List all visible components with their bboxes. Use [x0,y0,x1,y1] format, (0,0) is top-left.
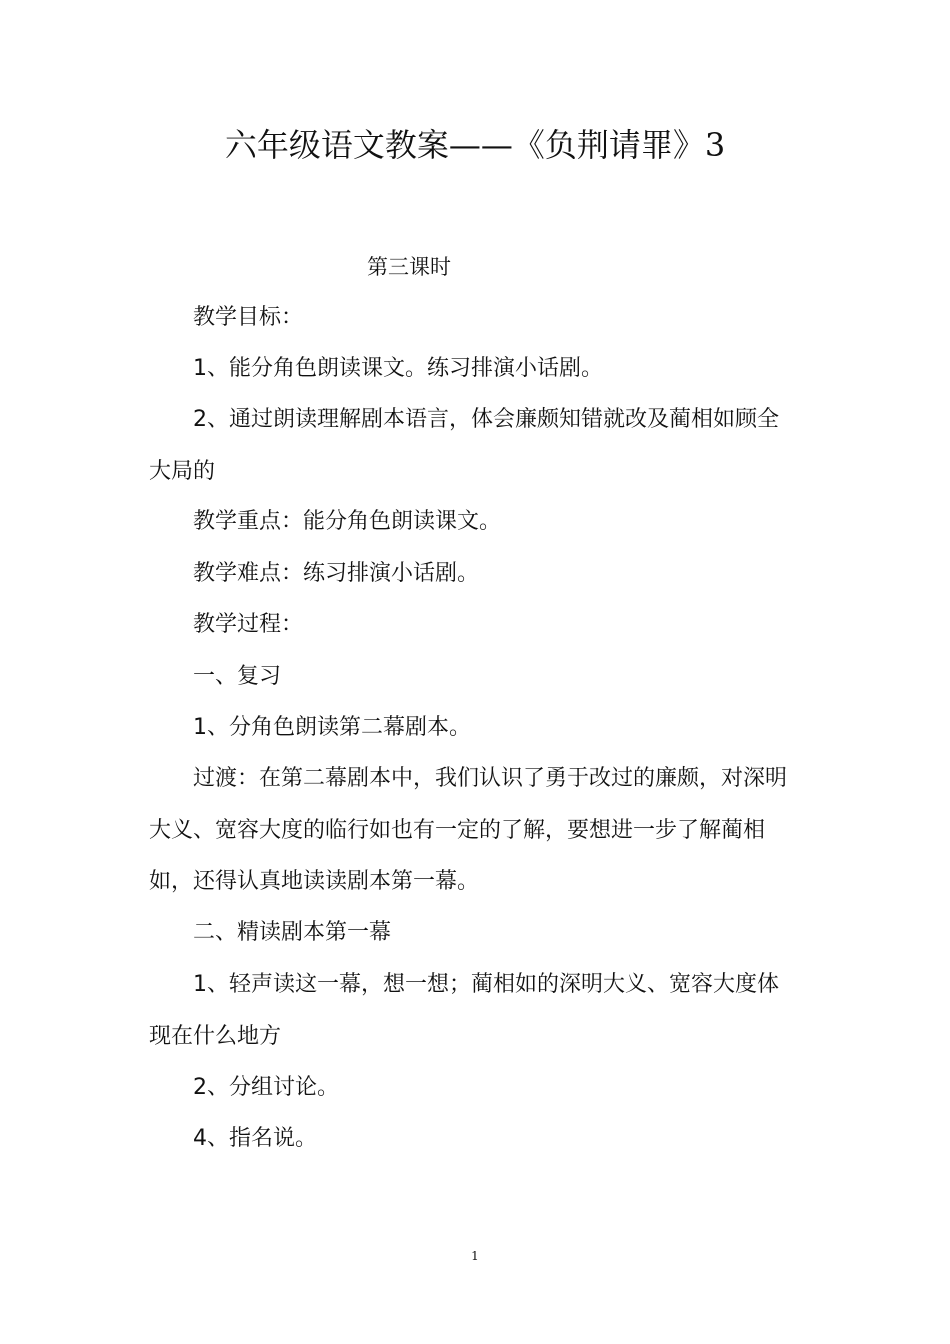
document-title: 六年级语文教案——《负荆请罪》3 [224,126,726,164]
page-number: 1 [471,1249,479,1263]
paragraph-section-review [149,651,849,703]
text-line: 一、复习 [193,664,282,689]
text-line: 1、轻声读这一幕，想一想；蔺相如的深明大义、宽容大度体 [193,972,779,997]
paragraph-objective-2 [149,394,849,497]
text-line: 大局的 [149,458,216,484]
text-line: 教学过程： [193,612,304,637]
lesson-period-heading: 第三课时 [367,255,451,279]
text-line: 教学目标： [193,305,304,330]
paragraph-reading-step-4 [149,1113,849,1165]
text-line: 现在什么地方 [149,1023,282,1049]
text-line: 教学难点：练习排演小话剧。 [193,561,480,586]
text-line: 1、能分角色朗读课文。练习排演小话剧。 [193,356,603,381]
text-line: 过渡：在第二幕剧本中，我们认识了勇于改过的廉颇，对深明 [193,766,788,791]
text-line: 2、分组讨论。 [193,1075,339,1100]
text-line: 如，还得认真地读读剧本第一幕。 [149,869,480,894]
paragraph-section-close-reading [149,907,849,959]
paragraph-difficulty [149,548,849,600]
text-line: 2、通过朗读理解剧本语言，体会廉颇知错就改及蔺相如顾全 [193,407,779,432]
paragraph-reading-step-2 [149,1062,849,1114]
text-line: 教学重点：能分角色朗读课文。 [193,509,502,534]
text-line: 1、分角色朗读第二幕剧本。 [193,715,471,740]
paragraph-transition [149,753,849,908]
paragraph-objective-1 [149,343,849,395]
text-line: 二、精读剧本第一幕 [193,920,392,945]
paragraph-reading-step-1 [149,959,849,1062]
paragraph-teaching-objectives-heading [149,292,849,344]
paragraph-review-step-1 [149,702,849,754]
paragraph-key-point [149,496,849,548]
paragraph-process-heading [149,599,849,651]
text-line: 4、指名说。 [193,1126,317,1151]
text-line: 大义、宽容大度的临行如也有一定的了解，要想进一步了解蔺相 [149,817,766,843]
